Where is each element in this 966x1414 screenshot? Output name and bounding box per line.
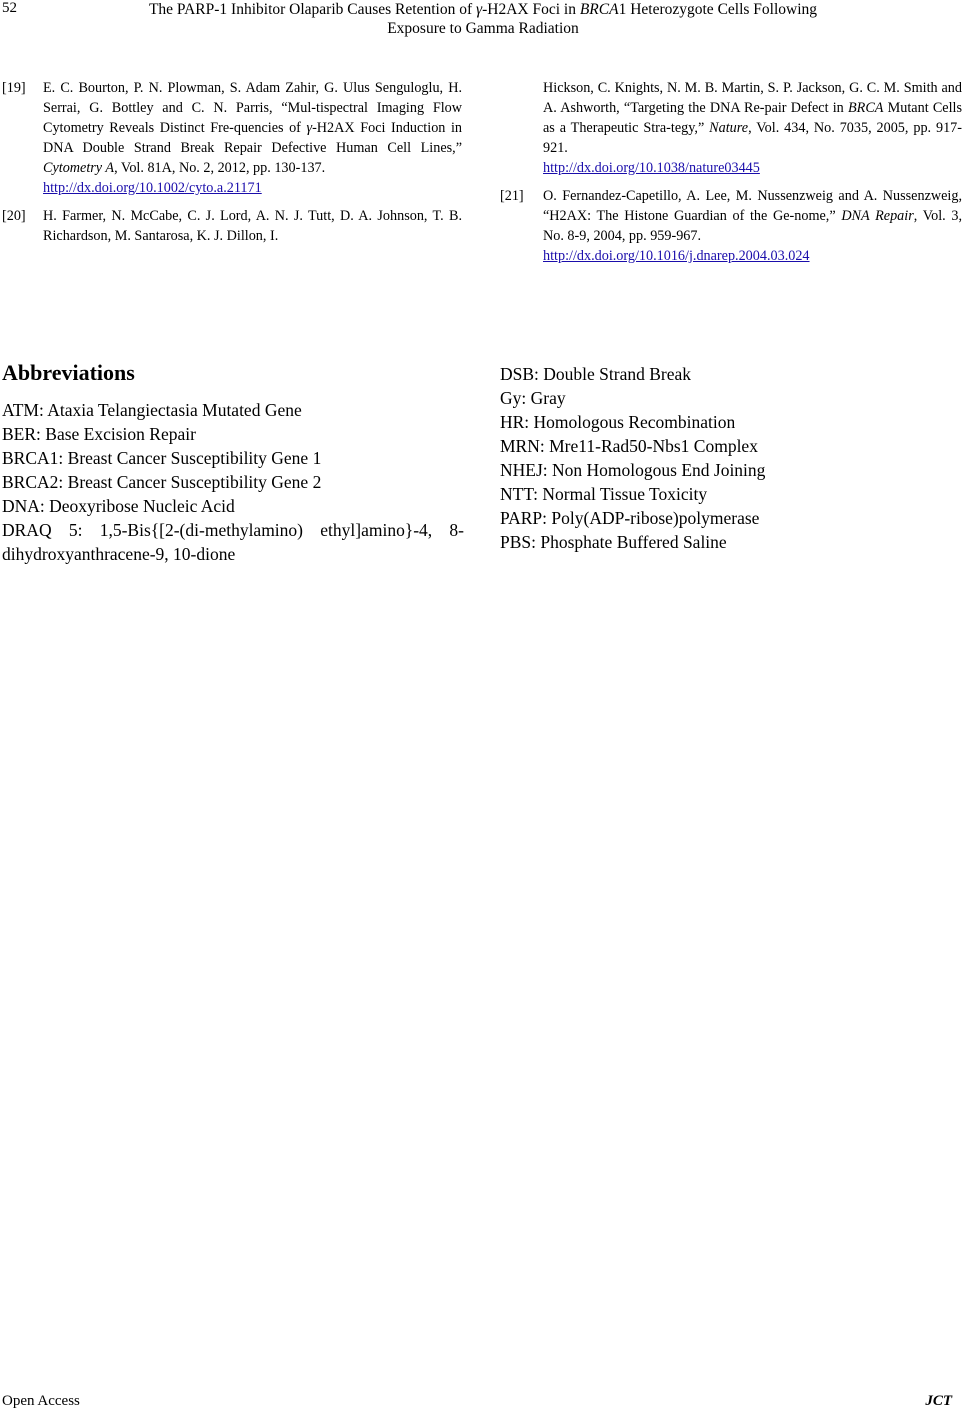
reference-text: H. Farmer, N. McCabe, C. J. Lord, A. N. J. Tutt, D. A. Johnson, T. B. Richardson, M. Santarosa, K. J. Dillon, I.	[43, 208, 462, 244]
reference-text: O. Fernandez-Capetillo, A. Lee, M. Nussenzweig and A. Nussenzweig, “H2AX: The Histone Guardian of the Ge-nome,”	[543, 188, 962, 224]
reference-journal: DNA Repair	[841, 208, 914, 224]
abbreviations-heading: Abbreviations	[2, 360, 135, 385]
abbreviation-item: DRAQ 5: 1,5-Bis{[2-(di-methylamino) ethyl]amino}-4, 8-dihydroxyanthracene-9, 10-dione	[2, 520, 464, 564]
abbreviation-item: DNA: Deoxyribose Nucleic Acid	[2, 496, 235, 516]
footer-open-access: Open Access	[2, 1393, 80, 1409]
reference-text: -H2AX Foci Induction in DNA Double Strand Break Repair Defective Human Cell Lines,”	[43, 120, 462, 156]
abbreviations-right-list	[500, 362, 962, 554]
header-gamma: γ	[475, 1, 483, 18]
abbreviation-item: BRCA1: Breast Cancer Susceptibility Gene 1	[2, 448, 322, 468]
reference-text: , Vol. 434, No. 7035, 2005, pp. 917-921.	[543, 120, 963, 156]
running-header	[60, 0, 906, 38]
header-text: The PARP-1 Inhibitor Olaparib Causes Retention of	[148, 1, 476, 18]
reference-doi-link[interactable]: http://dx.doi.org/10.1016/j.dnarep.2004.03.024	[543, 248, 810, 264]
reference-number: [20]	[2, 208, 26, 224]
page-number: 52	[2, 0, 17, 16]
reference-text: Hickson, C. Knights, N. M. B. Martin, S. P. Jackson, G. C. M. Smith and A. Ashworth, “Targeting the DNA Re-pair Defect in	[543, 80, 962, 116]
abbreviation-item: Gy: Gray	[500, 388, 566, 408]
abbreviation-item: HR: Homologous Recombination	[500, 412, 736, 432]
reference-number: [19]	[2, 80, 26, 96]
reference-doi-link[interactable]: http://dx.doi.org/10.1002/cyto.a.21171	[43, 180, 262, 196]
abbreviation-item: MRN: Mre11-Rad50-Nbs1 Complex	[500, 436, 758, 456]
footer-journal-abbrev: JCT	[925, 1393, 952, 1409]
references-right-column	[500, 78, 962, 266]
header-text: -H2AX Foci in	[482, 1, 580, 18]
header-brca: BRCA	[579, 1, 619, 18]
abbreviation-item: DSB: Double Strand Break	[500, 364, 692, 384]
abbreviation-item: NHEJ: Non Homologous End Joining	[500, 460, 766, 480]
running-header-line2: Exposure to Gamma Radiation	[387, 20, 579, 37]
abbreviation-item: BER: Base Excision Repair	[2, 424, 196, 444]
reference-gamma: γ	[306, 120, 313, 136]
reference-text: E. C. Bourton, P. N. Plowman, S. Adam Zahir, G. Ulus Senguloglu, H. Serrai, G. Bottley and C. N. Parris, “Mul-tispectral Imaging Flow Cytometry Reveals Distinct Fre-quencies of	[43, 80, 462, 136]
reference-journal: Nature	[709, 120, 749, 136]
references-left-column	[2, 78, 462, 246]
reference-text: Mutant Cells as a Therapeutic Stra-tegy,”	[543, 100, 962, 136]
reference-20-continued	[500, 78, 962, 178]
reference-text: , Vol. 3, No. 8-9, 2004, pp. 959-967.	[543, 208, 963, 244]
abbreviation-item: PARP: Poly(ADP-ribose)polymerase	[500, 508, 760, 528]
running-header-line1	[60, 0, 906, 19]
reference-brca: BRCA	[847, 100, 884, 116]
header-text: 1 Heterozygote Cells Following	[618, 1, 818, 18]
reference-19	[2, 78, 462, 198]
reference-21	[500, 186, 962, 266]
reference-doi-link[interactable]: http://dx.doi.org/10.1038/nature03445	[543, 160, 760, 176]
reference-journal: Cytometry A	[43, 160, 115, 176]
abbreviation-item: PBS: Phosphate Buffered Saline	[500, 532, 727, 552]
abbreviation-item: ATM: Ataxia Telangiectasia Mutated Gene	[2, 400, 302, 420]
reference-number: [21]	[500, 188, 524, 204]
abbreviation-item: NTT: Normal Tissue Toxicity	[500, 484, 708, 504]
reference-20	[2, 206, 462, 246]
abbreviations-left-list	[2, 398, 464, 566]
abbreviation-item: BRCA2: Breast Cancer Susceptibility Gene 2	[2, 472, 322, 492]
reference-text: , Vol. 81A, No. 2, 2012, pp. 130-137.	[114, 160, 326, 176]
